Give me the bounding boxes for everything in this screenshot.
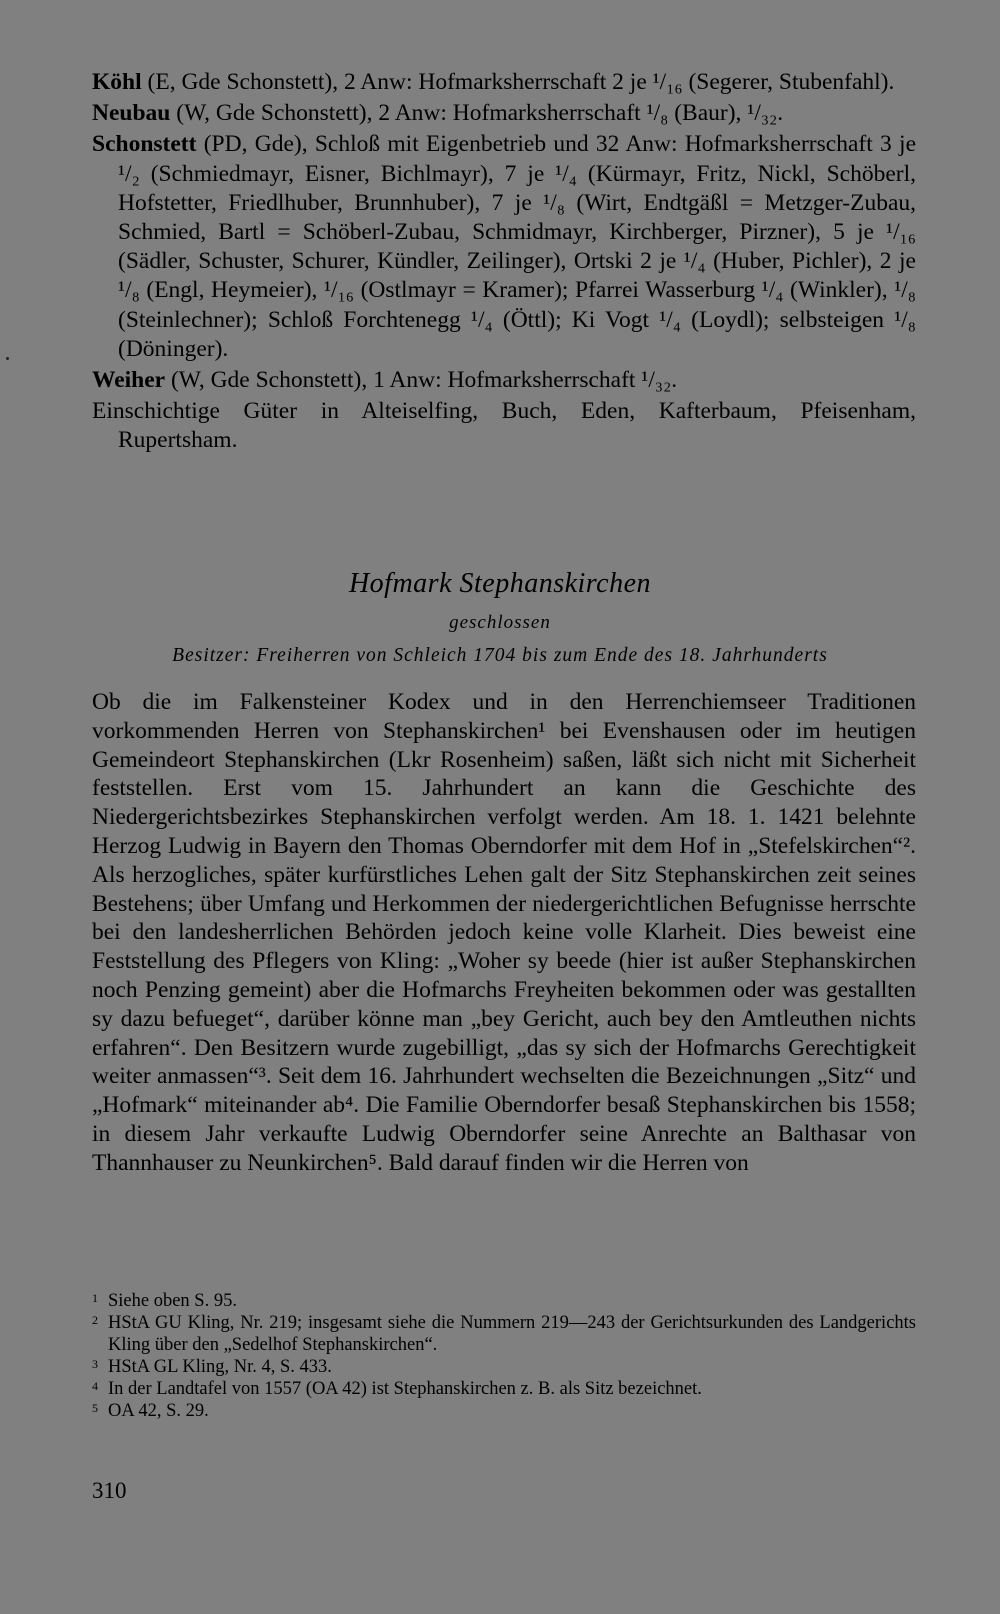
body-paragraph: Ob die im Falkensteiner Kodex und in den Herrenchiemseer Traditionen vorkommenden Herren von Stephanskirchen¹ bei Evenshausen oder im heutigen Gemeindeort Stephanskirchen (Lkr Rosenheim) saßen, läßt sich nicht mit Sicherheit feststellen. Erst vom 15. Jahrhundert an kann die Geschichte des Niedergerichtsbezirkes Stephanskirchen verfolgt werden. Am 18. 1. 1421 belehnte Herzog Ludwig in Bayern den Thomas Oberndorfer mit dem Hof in „Stefelskirchen“². Als herzogliches, später kurfürstliches Lehen galt der Sitz Stephanskirchen zeit seines Bestehens; über Umfang und Herkommen der niedergerichtlichen Befugnisse herrschte bei den landesherrlichen Behörden jedoch keine volle Klarheit. Dies beweist eine Feststellung des Pflegers von Kling: „Woher sy beede (hier ist außer Stephanskirchen noch Penzing gemeint) aber die Hofmarchs Freyheiten bekommen oder was gestallten sy dazu befueget“, darüber könne man „bey Gericht, auch bey den Amtleuthen nichts erfahren“. Den Besitzern wurde zugebilligt, „das sy sich der Hofmarchs Gerechtigkeit weiter anmassen“³. Seit dem 16. Jahrhundert wechselten die Bezeichnungen „Sitz“ und „Hofmark“ miteinander ab⁴. Die Familie Oberndorfer besaß Stephanskirchen bis 1558; in diesem Jahr verkaufte Ludwig Oberndorfer seine Anrechte an Balthasar von Thannhauser zu Neunkirchen⁵. Bald darauf finden wir die Herren von xyxy=(92,689,916,1176)
footnote-text: OA 42, S. 29. xyxy=(108,1401,209,1421)
footnote xyxy=(92,1312,916,1356)
entry-name: Weiher xyxy=(92,367,166,394)
entry-koehl xyxy=(92,68,916,97)
entry-text: (W, Gde Schonstett), 1 Anw: Hofmarksherrschaft ¹/₃₂. xyxy=(165,367,678,394)
footnote xyxy=(92,1400,916,1422)
footnote-number: 2 xyxy=(92,1313,98,1327)
entry-text: Einschichtige Güter in Alteiselfing, Buch, Eden, Kafterbaum, Pfeisenham, Rupertsham. xyxy=(92,398,916,454)
footnote-text: Siehe oben S. 95. xyxy=(108,1291,237,1311)
entry-einschichtige-gueter xyxy=(92,397,916,455)
footnote-number: 3 xyxy=(92,1357,98,1371)
entry-schonstett xyxy=(92,130,916,364)
section-owner: Besitzer: Freiherren von Schleich 1704 bis zum Ende des 18. Jahrhunderts xyxy=(172,645,828,666)
entry-name: Schonstett xyxy=(92,131,197,158)
entry-text: (E, Gde Schonstett), 2 Anw: Hofmarksherrschaft 2 je ¹/₁₆ (Segerer, Stubenfahl). xyxy=(141,69,895,95)
entry-name: Neubau xyxy=(92,100,171,127)
footnote-number: 4 xyxy=(92,1379,98,1393)
footnote-text: HStA GU Kling, Nr. 219; insgesamt siehe die Nummern 219—243 der Gerichtsurkunden des Landgerichts Kling über den „Sedelhof Stephanskirchen“. xyxy=(108,1313,916,1355)
footnote-number: 5 xyxy=(92,1401,98,1415)
entry-neubau xyxy=(92,99,916,128)
entry-text: (PD, Gde), Schloß mit Eigenbetrieb und 32 Anw: Hofmarksherrschaft 3 je ¹/₂ (Schmiedmayr, Eisner, Bichlmayr), 7 je ¹/₄ (Kürmayr, Fritz, Nickl, Schöberl, Hofstetter, Friedlhuber, Brunnhuber), 7 je ¹/₈ (Wirt, Endtgäßl = Metzger-Zubau, Schmied, Bartl = Schöberl-Zubau, Schmidmayr, Kirchberger, Pirzner), 5 je ¹/₁₆ (Sädler, Schuster, Schurer, Kündler, Zeilinger), Ortski 2 je ¹/₄ (Huber, Pichler), 2 je ¹/₈ (Engl, Heymeier), ¹/₁₆ (Ostlmayr = Kramer); Pfarrei Wasserburg ¹/₄ (Winkler), ¹/₈ (Steinlechner); Schloß Forchtenegg ¹/₄ (Öttl); Ki Vogt ¹/₄ (Loydl); selbsteigen ¹/₈ (Döninger). xyxy=(118,131,916,362)
section-title: Hofmark Stephanskirchen xyxy=(348,568,652,599)
footnote-number: 1 xyxy=(92,1291,98,1305)
entry-name: Köhl xyxy=(92,69,142,95)
footnote xyxy=(92,1356,916,1378)
section-status: geschlossen xyxy=(449,612,551,633)
entry-weiher xyxy=(92,366,916,395)
place-entries xyxy=(92,68,916,458)
footnote-text: HStA GL Kling, Nr. 4, S. 433. xyxy=(108,1357,332,1377)
footnote xyxy=(92,1290,916,1312)
page-number: 310 xyxy=(92,1478,127,1503)
margin-mark xyxy=(6,357,9,360)
footnotes xyxy=(92,1290,916,1422)
footnote-text: In der Landtafel von 1557 (OA 42) ist Stephanskirchen z. B. als Sitz bezeichnet. xyxy=(108,1379,702,1399)
footnote xyxy=(92,1378,916,1400)
entry-text: (W, Gde Schonstett), 2 Anw: Hofmarksherrschaft ¹/₈ (Baur), ¹/₃₂. xyxy=(170,100,784,127)
